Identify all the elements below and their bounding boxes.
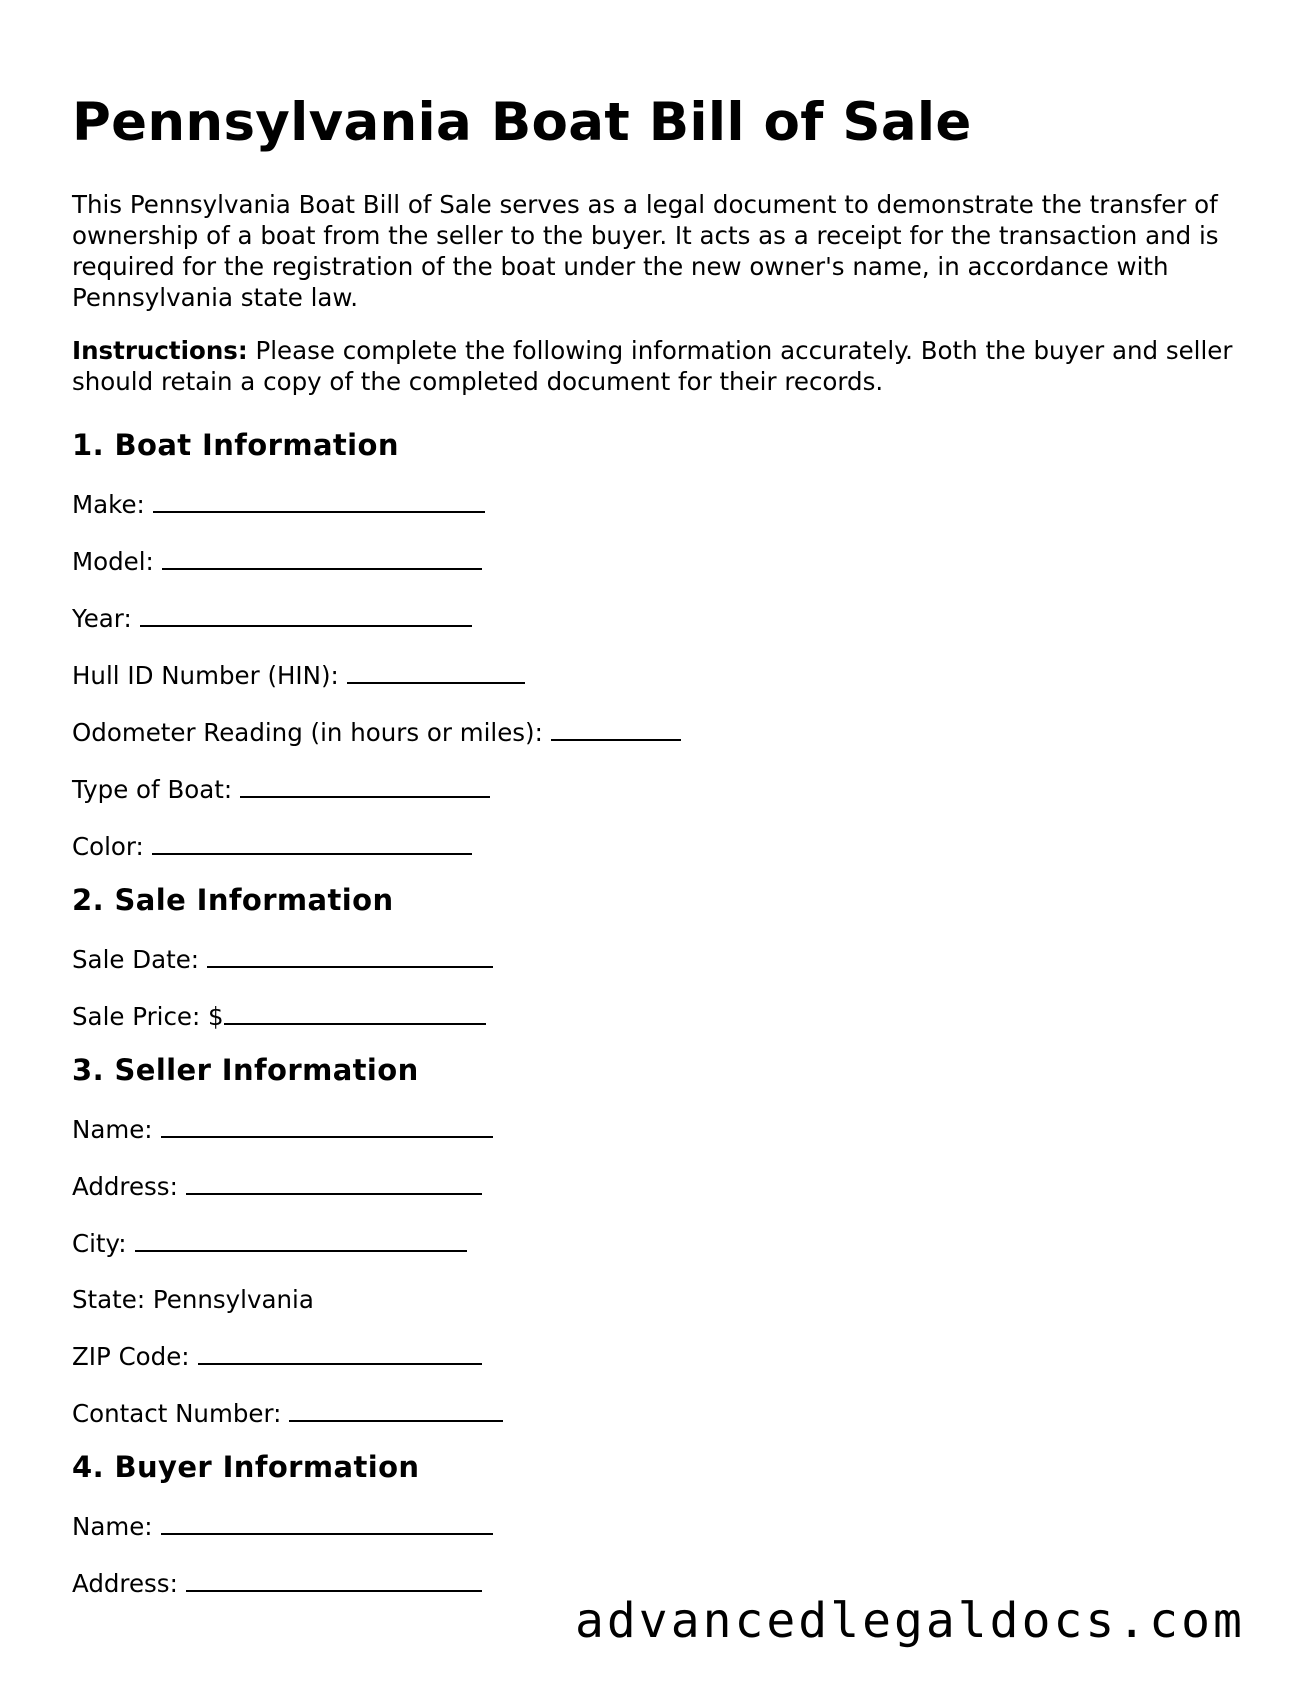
hin-label: Hull ID Number (HIN): [72,661,339,690]
seller-address-label: Address: [72,1172,178,1201]
buyer-name-label: Name: [72,1512,153,1541]
hin-blank[interactable] [347,660,525,684]
seller-name-field [72,1114,1242,1145]
instructions-paragraph [72,335,1242,397]
year-blank[interactable] [140,603,472,627]
boat-information-section [72,427,1242,862]
intro-paragraph: This Pennsylvania Boat Bill of Sale serves as a legal document to demonstrate the transfer of ownership of a boat from the seller to the buyer. It acts as a receipt for the transaction and is required for the registration of the boat under the new owner's name, in accordance with Pennsylvania state law. [72,190,1219,312]
odometer-field [72,717,1242,748]
sale-date-label: Sale Date: [72,945,200,974]
seller-zip-blank[interactable] [198,1341,482,1365]
make-blank[interactable] [153,489,485,513]
document-title: Pennsylvania Boat Bill of Sale [72,92,972,153]
sale-date-field [72,944,1242,975]
document-page [72,90,1242,1599]
buyer-information-section [72,1449,1242,1599]
color-blank[interactable] [152,831,472,855]
model-label: Model: [72,547,154,576]
make-field [72,489,1242,520]
seller-information-heading: 3. Seller Information [72,1053,419,1087]
sale-information-heading: 2. Sale Information [72,883,394,917]
odometer-blank[interactable] [551,717,681,741]
color-label: Color: [72,832,144,861]
hin-field [72,660,1242,691]
seller-address-field [72,1171,1242,1202]
sale-price-label: Sale Price: $ [72,1002,224,1031]
seller-city-label: City: [72,1229,127,1258]
seller-city-field [72,1228,1242,1259]
instructions-text: Please complete the following information accurately. Both the buyer and seller should retain a copy of the completed document for their records. [72,336,1233,396]
sale-price-field [72,1001,1242,1032]
buyer-name-blank[interactable] [161,1511,493,1535]
instructions-label: Instructions: [72,336,248,365]
year-label: Year: [72,604,132,633]
boat-information-heading: 1. Boat Information [72,428,399,462]
buyer-information-heading: 4. Buyer Information [72,1450,420,1484]
odometer-label: Odometer Reading (in hours or miles): [72,718,543,747]
seller-information-section [72,1052,1242,1429]
seller-name-label: Name: [72,1115,153,1144]
seller-contact-label: Contact Number: [72,1399,282,1428]
model-field [72,546,1242,577]
seller-city-blank[interactable] [135,1228,467,1252]
boat-type-field [72,774,1242,805]
buyer-name-field [72,1511,1242,1542]
seller-contact-field [72,1398,1242,1429]
seller-address-blank[interactable] [186,1171,482,1195]
make-label: Make: [72,490,145,519]
sale-date-blank[interactable] [207,944,493,968]
boat-type-label: Type of Boat: [72,775,233,804]
sale-information-section [72,882,1242,1032]
seller-zip-field [72,1341,1242,1372]
sale-price-blank[interactable] [224,1001,486,1025]
seller-name-blank[interactable] [161,1114,493,1138]
seller-contact-blank[interactable] [289,1398,503,1422]
year-field [72,603,1242,634]
boat-type-blank[interactable] [240,774,490,798]
watermark-logo: advancedlegaldocs.com [575,1593,1245,1649]
color-field [72,831,1242,862]
seller-state-field [72,1285,1242,1315]
seller-state-label: State: Pennsylvania [72,1285,314,1314]
buyer-address-blank[interactable] [186,1568,482,1592]
buyer-address-label: Address: [72,1569,178,1598]
seller-zip-label: ZIP Code: [72,1342,190,1371]
model-blank[interactable] [162,546,482,570]
